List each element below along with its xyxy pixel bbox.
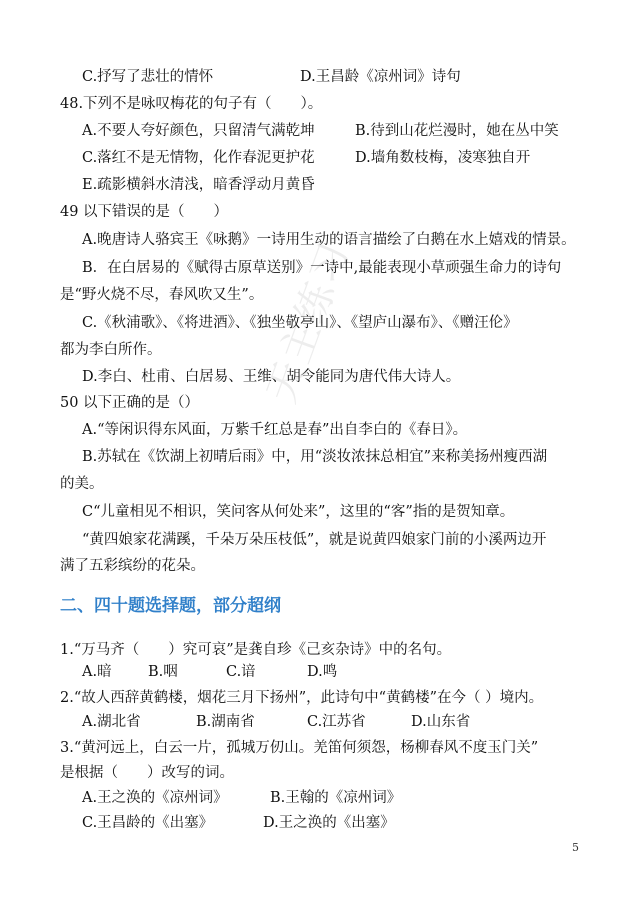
s1-option-b: B.咽 [148, 664, 178, 680]
section-heading: 二、四十题选择题，部分超纲 [60, 596, 281, 616]
q50-option-c: C“儿童相见不相识，笑问客从何处来”，这里的“客”指的是贺知章。 [82, 504, 515, 520]
q48-option-b: B.待到山花烂漫时，她在丛中笑 [355, 123, 559, 139]
s3-option-c: C.王昌龄的《出塞》 [82, 815, 214, 831]
s2-option-a: A.湖北省 [82, 714, 141, 730]
watermark: 天主练习 [258, 235, 360, 409]
s3-option-d: D.王之涣的《出塞》 [263, 815, 395, 831]
s3-stem-line2: 是根据（ ）改写的词。 [60, 765, 234, 781]
q49-option-a: A.晚唐诗人骆宾王《咏鹅》一诗用生动的语言描绘了白鹅在水上嬉戏的情景。 [82, 232, 576, 248]
s2-stem: 2.“故人西辞黄鹤楼，烟花三月下扬州”，此诗句中“黄鹤楼”在今（ ）境内。 [60, 690, 544, 706]
s2-option-d: D.山东省 [411, 714, 471, 730]
q50-stem: 50 以下正确的是（） [60, 395, 200, 411]
s2-option-c: C.江苏省 [307, 714, 366, 730]
q50-option-d-line1: “黄四娘家花满蹊，千朵万朵压枝低”，就是说黄四娘家门前的小溪两边开 [82, 532, 547, 548]
q49-option-b-line1: B．在白居易的《赋得古原草送别》一诗中,最能表现小草顽强生命力的诗句 [82, 260, 562, 276]
s3-stem-line1: 3.“黄河远上，白云一片，孤城万仞山。羌笛何须怨，杨柳春风不度玉门关” [60, 740, 539, 756]
q50-option-a: A.“等闲识得东风面，万紫千红总是春”出自李白的《春日》。 [82, 422, 468, 438]
s1-option-d: D.鸣 [307, 664, 338, 680]
q50-option-b-line2: 的美。 [60, 476, 104, 492]
s1-stem: 1.“万马齐（ ）究可哀”是龚自珍《己亥杂诗》中的名句。 [60, 642, 452, 658]
s3-option-a: A.王之涣的《凉州词》 [82, 790, 228, 806]
s1-option-c: C.谙 [226, 664, 256, 680]
q49-option-b-line2: 是“野火烧不尽，春风吹又生”。 [60, 287, 264, 303]
q48-stem: 48.下列不是咏叹梅花的句子有（ ）。 [60, 96, 323, 112]
s1-option-a: A.暗 [82, 664, 112, 680]
q48-option-c: C.落红不是无情物，化作春泥更护花 [82, 150, 315, 166]
q47-option-c: C.抒写了悲壮的情怀 [82, 69, 214, 85]
s3-option-b: B.王翰的《凉州词》 [270, 790, 402, 806]
q49-option-c-line2: 都为李白所作。 [60, 342, 162, 358]
q49-option-c-line1: C.《秋浦歌》、《将进酒》、《独坐敬亭山》、《望庐山瀑布》、《赠汪伦》 [82, 315, 518, 331]
page-number: 5 [572, 841, 579, 854]
q49-option-d: D.李白、杜甫、白居易、王维、胡令能同为唐代伟大诗人。 [82, 369, 461, 385]
q50-option-d-line2: 满了五彩缤纷的花朵。 [60, 558, 205, 574]
q48-option-e: E.疏影横斜水清浅，暗香浮动月黄昏 [82, 177, 315, 193]
q47-option-d: D.王昌龄《凉州词》诗句 [300, 69, 461, 85]
q50-option-b-line1: B.苏轼在《饮湖上初晴后雨》中，用“淡妆浓抹总相宜”来称美扬州瘦西湖 [82, 449, 548, 465]
q48-option-d: D.墙角数枝梅，凌寒独自开 [355, 150, 531, 166]
q48-option-a: A.不要人夸好颜色，只留清气满乾坤 [82, 123, 315, 139]
s2-option-b: B.湖南省 [196, 714, 255, 730]
q49-stem: 49 以下错误的是（ ） [60, 204, 229, 220]
